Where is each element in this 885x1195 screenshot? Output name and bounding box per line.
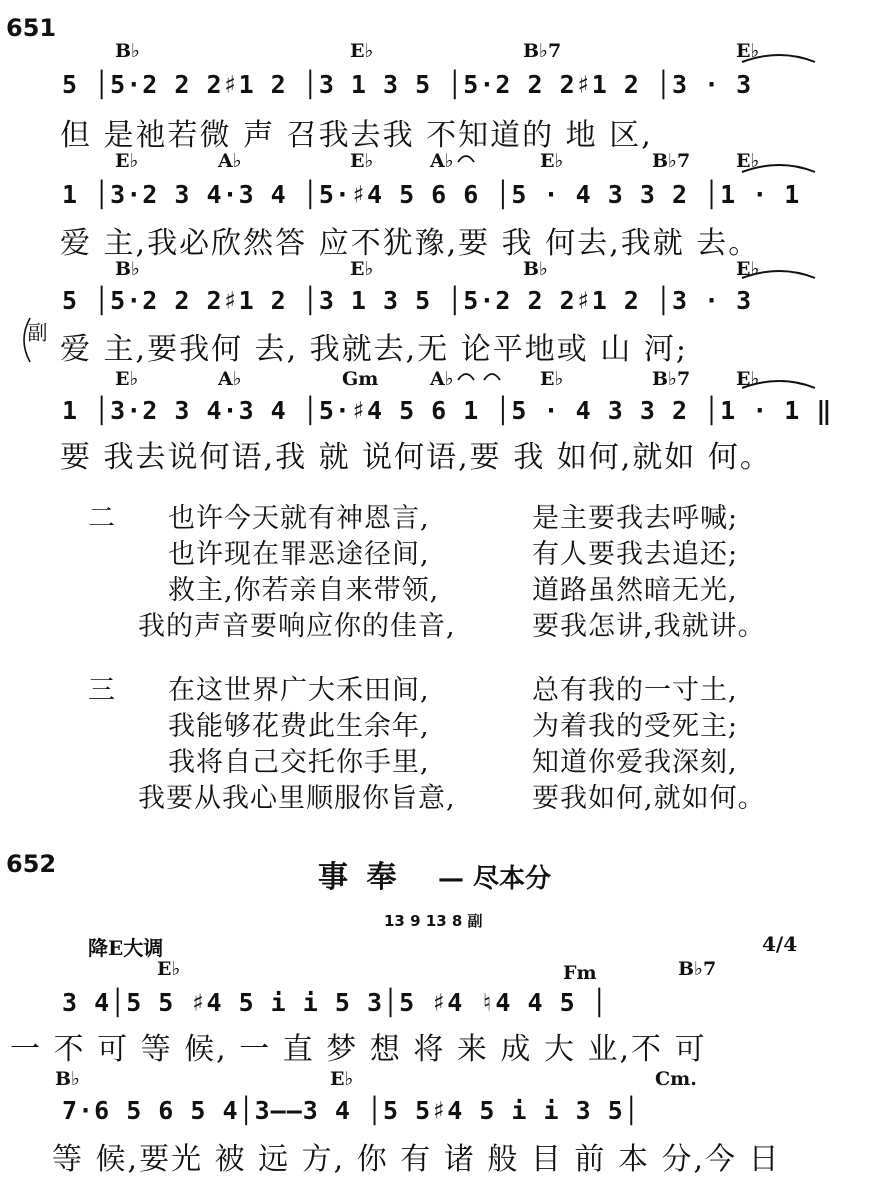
chord-symbol: A♭ [218, 150, 242, 172]
refrain-marker: 副 [24, 322, 48, 342]
verse-line: 要我如何,就如何。 [532, 783, 766, 814]
verse-line: 有人要我去追还; [532, 539, 739, 570]
chord-symbol: E♭ [736, 150, 760, 172]
tie-mark [742, 165, 815, 172]
verse-number: 三 [88, 675, 116, 706]
chord-symbol: E♭ [736, 368, 760, 390]
lyrics-line: 爱 主,我必欣然答 应不犹豫,要 我 何去,我就 去。 [60, 226, 761, 261]
notation-line: 5 │5·2 2 2♯1 2 │3 1 3 5 │5·2 2 2♯1 2 │3 · 3 [62, 70, 753, 99]
lyrics-line: 但 是祂若微 声 召我去我 不知道的 地 区, [60, 118, 653, 153]
verse-line: 为着我的受死主; [532, 711, 739, 742]
chord-symbol: A♭ [218, 368, 242, 390]
chord-symbol: E♭ [115, 150, 139, 172]
lyrics-line: 要 我去说何语,我 就 说何语,要 我 如何,就如 何。 [60, 440, 772, 475]
verse-line: 救主,你若亲自来带领, [168, 575, 440, 606]
lyrics-line: 等 候,要光 被 远 方, 你 有 诸 般 目 前 本 分,今 日 [52, 1142, 781, 1177]
chord-symbol: A♭ [430, 368, 454, 390]
chord-symbol: E♭ [540, 368, 564, 390]
verse-line: 道路虽然暗无光, [532, 575, 738, 606]
chord-symbol: E♭ [736, 258, 760, 280]
verse-line: 也许现在罪恶途径间, [168, 539, 430, 570]
tie-mark [742, 55, 815, 62]
key-signature: 降E大调 [88, 936, 164, 960]
chord-symbol: E♭ [350, 40, 374, 62]
verse-line: 也许今天就有神恩言, [168, 503, 430, 534]
fermata-icon [458, 156, 474, 162]
notation-line: 1 │3·2 3 4·3 4 │5·♯4 5 6 6 │5 · 4 3 3 2 │1 · 1 [62, 180, 801, 209]
verse-line: 是主要我去呼喊; [532, 503, 739, 534]
chord-symbol: B♭ [115, 258, 141, 280]
refrain-bracket [24, 318, 30, 362]
verse-line: 总有我的一寸土, [532, 675, 738, 706]
hymn-subtitle: — 尽本分 [438, 864, 552, 894]
lyrics-line: 爱 主,要我何 去, 我就去,无 论平地或 山 河; [60, 332, 688, 367]
verse-number: 二 [88, 503, 116, 534]
hymn-title: 事 奉 [318, 860, 401, 895]
lyrics-line: 一 不 可 等 候, 一 直 梦 想 将 来 成 大 业,不 可 [10, 1032, 707, 1067]
chord-symbol: B♭ [55, 1068, 81, 1090]
notation-line: 7·6 5 6 5 4│3——3 4 │5 5♯4 5 i i 3 5│ [62, 1096, 640, 1125]
meter-indicator: 13 9 13 8 副 [384, 912, 483, 930]
chord-symbol: E♭ [350, 258, 374, 280]
fermata-icon [458, 374, 474, 380]
time-signature: 4/4 [762, 932, 798, 956]
chord-symbol: E♭ [736, 40, 760, 62]
verse-line: 我将自己交托你手里, [168, 747, 430, 778]
verse-line: 我的声音要响应你的佳音, [138, 611, 456, 642]
chord-symbol: B♭7 [652, 150, 691, 172]
notation-line: 3 4│5 5 ♯4 5 i i 5 3│5 ♯4 ♮4 4 5 │ [62, 988, 608, 1017]
tie-mark [742, 381, 815, 388]
chord-symbol: A♭ [430, 150, 454, 172]
notation-line: 1 │3·2 3 4·3 4 │5·♯4 5 6 1 │5 · 4 3 3 2 │1 · 1 ‖ [62, 396, 833, 425]
fermata-icon [484, 374, 500, 380]
chord-symbol: E♭ [350, 150, 374, 172]
chord-symbol: Gm [342, 368, 379, 390]
chord-symbol: Cm. [655, 1068, 697, 1090]
chord-symbol: B♭7 [678, 958, 717, 980]
chord-symbol: E♭ [540, 150, 564, 172]
chord-symbol: E♭ [330, 1068, 354, 1090]
verse-line: 要我怎讲,我就讲。 [532, 611, 766, 642]
chord-symbol: B♭ [115, 40, 141, 62]
verse-line: 我能够花费此生余年, [168, 711, 430, 742]
notation-line: 5 │5·2 2 2♯1 2 │3 1 3 5 │5·2 2 2♯1 2 │3 · 3 [62, 286, 753, 315]
tie-mark [742, 271, 815, 278]
hymn-number: 651 [6, 14, 57, 42]
verse-line: 在这世界广大禾田间, [168, 675, 430, 706]
chord-symbol: Fm [563, 962, 597, 984]
chord-symbol: E♭ [157, 958, 181, 980]
hymn-number: 652 [6, 850, 57, 878]
chord-symbol: B♭ [523, 258, 549, 280]
chord-symbol: B♭7 [523, 40, 562, 62]
verse-line: 我要从我心里顺服你旨意, [138, 783, 456, 814]
verse-line: 知道你爱我深刻, [532, 747, 738, 778]
chord-symbol: B♭7 [652, 368, 691, 390]
chord-symbol: E♭ [115, 368, 139, 390]
